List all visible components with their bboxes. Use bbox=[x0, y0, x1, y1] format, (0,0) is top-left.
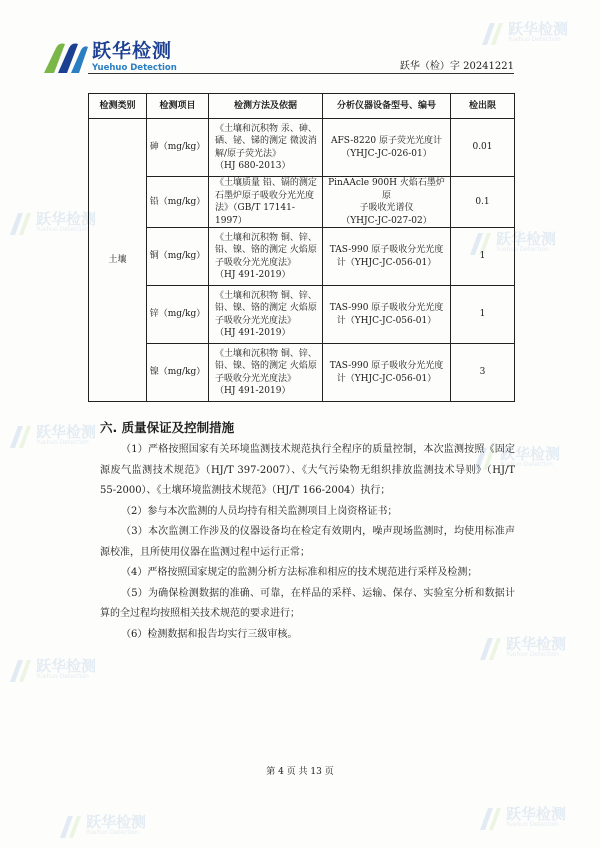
method-cell bbox=[209, 344, 323, 402]
method-line: 铅、镍、铬的测定 火焰原 bbox=[215, 361, 317, 371]
company-name-cn: 跃华检测 bbox=[92, 40, 173, 62]
watermark-subtext: Yuehuo Detection bbox=[508, 36, 561, 43]
watermark-text: 跃华检测 bbox=[506, 805, 567, 823]
category-cell: 土壤 bbox=[89, 119, 147, 402]
method-line: 铅、镍、铬的测定 火焰原 bbox=[215, 303, 317, 313]
instrument-cell bbox=[323, 286, 451, 344]
company-logo bbox=[40, 40, 90, 76]
method-line: 子吸收分光光度法》 bbox=[215, 373, 297, 384]
instrument-cell bbox=[323, 177, 451, 228]
watermark-logo-icon bbox=[58, 810, 82, 840]
limit-cell: 0.1 bbox=[451, 177, 515, 228]
limit-cell: 1 bbox=[451, 286, 515, 344]
watermark-text: 跃华检测 bbox=[508, 20, 569, 38]
watermark-subtext: Yuehuo Detection bbox=[500, 461, 553, 468]
logo-mark-icon bbox=[40, 40, 90, 76]
column-header: 检测项目 bbox=[147, 94, 209, 119]
watermark-subtext: Yuehuo Detection bbox=[36, 673, 89, 680]
watermark-text: 跃华检测 bbox=[506, 635, 567, 653]
instrument-line: TAS-990 原子吸收分光光度 bbox=[329, 303, 444, 313]
item-cell: 镍（mg/kg） bbox=[147, 344, 209, 402]
instrument-line: PinAAcle 900H 火焰石墨炉原 bbox=[328, 178, 445, 201]
watermark-subtext: Yuehuo Detection bbox=[36, 439, 89, 446]
method-line: （HJ 491-2019） bbox=[215, 270, 291, 280]
instrument-line: TAS-990 原子吸收分光光度 bbox=[329, 361, 444, 371]
instrument-line: （YHJC-JC-026-01） bbox=[341, 148, 432, 159]
column-header: 检测方法及依据 bbox=[209, 94, 323, 119]
watermark-logo-icon bbox=[8, 420, 32, 450]
watermark-text: 跃华检测 bbox=[36, 423, 97, 441]
instrument-line: 计（YHJC-JC-056-01） bbox=[336, 373, 437, 384]
method-line: 《土壤质量 铅、镉的测定 bbox=[215, 178, 317, 188]
watermark-subtext: Yuehuo Detection bbox=[86, 829, 139, 836]
watermark bbox=[58, 808, 178, 848]
paragraph: （4）严格按照国家规定的监测分析方法标准和相应的技术规范进行采样及检测； bbox=[121, 567, 478, 578]
table-row bbox=[89, 228, 515, 286]
instrument-line: AFS-8220 原子荧光光度计 bbox=[330, 136, 443, 146]
watermark-logo-icon bbox=[478, 802, 502, 832]
instrument-line: 计（YHJC-JC-056-01） bbox=[336, 257, 437, 268]
paragraph: （1）严格按照国家有关环境监测技术规范执行全程序的质量控制，本次监测按照《固定源废气监测技术规范》（HJ/T 397-2007）、《大气污染物无组织排放监测技术导则》（HJ/T 55-2000）、《土壤环境监测技术规范》（HJ/T 166-2004）执行； bbox=[100, 444, 515, 496]
watermark-logo-icon bbox=[480, 17, 504, 47]
item-cell: 铜（mg/kg） bbox=[147, 228, 209, 286]
watermark bbox=[478, 800, 598, 840]
watermark-text: 跃华检测 bbox=[496, 230, 557, 248]
watermark-logo-icon bbox=[8, 654, 32, 684]
table-row bbox=[89, 177, 515, 228]
watermark-subtext: Yuehuo Detection bbox=[496, 246, 549, 253]
watermark-text: 跃华检测 bbox=[36, 657, 97, 675]
instrument-line: TAS-990 原子吸收分光光度 bbox=[329, 245, 444, 255]
watermark-subtext: Yuehuo Detection bbox=[36, 226, 89, 233]
limit-cell: 0.01 bbox=[451, 119, 515, 177]
method-line: 《土壤和沉积物 铜、锌、 bbox=[215, 290, 317, 301]
method-cell bbox=[209, 228, 323, 286]
instrument-cell bbox=[323, 228, 451, 286]
section-body bbox=[100, 440, 515, 645]
item-cell: 砷（mg/kg） bbox=[147, 119, 209, 177]
instrument-line: 子吸收光谱仪 bbox=[359, 203, 414, 213]
watermark-text: 跃华检测 bbox=[86, 813, 147, 831]
watermark bbox=[480, 15, 600, 55]
column-header: 分析仪器设备型号、编号 bbox=[323, 94, 451, 119]
method-line: 法》（GB/T 17141-1997） bbox=[215, 203, 295, 226]
section-title: 六. 质量保证及控制措施 bbox=[100, 420, 235, 435]
method-line: （HJ 680-2013） bbox=[215, 161, 291, 171]
item-cell: 铅（mg/kg） bbox=[147, 177, 209, 228]
limit-cell: 3 bbox=[451, 344, 515, 402]
instrument-line: （YHJC-JC-027-02） bbox=[341, 215, 432, 226]
method-line: 铅、镍、铬的测定 火焰原 bbox=[215, 245, 317, 255]
method-line: 《土壤和沉积物 铜、锌、 bbox=[215, 348, 317, 359]
watermark-text: 跃华检测 bbox=[36, 210, 97, 228]
method-line: 《土壤和沉积物 铜、锌、 bbox=[215, 232, 317, 243]
table-row bbox=[89, 119, 515, 177]
method-line: 解/原子荧光法》 bbox=[215, 148, 282, 159]
method-line: （HJ 491-2019） bbox=[215, 328, 291, 338]
watermark-logo-icon bbox=[8, 207, 32, 237]
method-line: 子吸收分光光度法》 bbox=[215, 315, 297, 326]
limit-cell: 1 bbox=[451, 228, 515, 286]
page-number: 第 4 页 共 13 页 bbox=[266, 767, 334, 777]
item-cell: 锌（mg/kg） bbox=[147, 286, 209, 344]
method-cell bbox=[209, 286, 323, 344]
watermark bbox=[8, 652, 128, 692]
paragraph: （2）参与本次监测的人员均持有相关监测项目上岗资格证书； bbox=[121, 505, 398, 517]
method-line: 石墨炉原子吸收分光光度 bbox=[215, 190, 315, 201]
header-divider bbox=[88, 73, 514, 74]
method-cell bbox=[209, 119, 323, 177]
table-row bbox=[89, 286, 515, 344]
company-name-en: Yuehuo Detection bbox=[92, 63, 177, 73]
table-row bbox=[89, 344, 515, 402]
report-number: 跃华（检）字 20241221 bbox=[399, 61, 514, 72]
method-line: （HJ 491-2019） bbox=[215, 386, 291, 396]
paragraph: （5）为确保检测数据的准确、可靠，在样品的采样、运输、保存、实验室分析和数据计算的全过程均按照相关技术规范的要求进行； bbox=[100, 587, 515, 619]
paragraph: （3）本次监测工作涉及的仪器设备均在检定有效期内，噪声现场监测时，均使用标准声源校准，且所使用仪器在监测过程中运行正常； bbox=[100, 526, 515, 558]
paragraph: （6）检测数据和报告均实行三级审核。 bbox=[121, 628, 298, 640]
column-header: 检测类别 bbox=[89, 94, 147, 119]
instrument-cell bbox=[323, 344, 451, 402]
method-line: 《土壤和沉积物 汞、砷、 bbox=[215, 123, 317, 134]
method-cell bbox=[209, 177, 323, 228]
method-line: 子吸收分光光度法》 bbox=[215, 257, 297, 268]
method-table bbox=[88, 93, 515, 402]
column-header: 检出限 bbox=[451, 94, 515, 119]
watermark-text: 跃华检测 bbox=[500, 445, 561, 463]
instrument-line: 计（YHJC-JC-056-01） bbox=[336, 315, 437, 326]
watermark-subtext: Yuehuo Detection bbox=[506, 821, 559, 828]
method-line: 硒、铋、锑的测定 微波消 bbox=[215, 136, 317, 146]
brand bbox=[92, 40, 177, 73]
table-header-row bbox=[89, 94, 515, 119]
instrument-cell bbox=[323, 119, 451, 177]
watermark-subtext: Yuehuo Detection bbox=[506, 651, 559, 658]
